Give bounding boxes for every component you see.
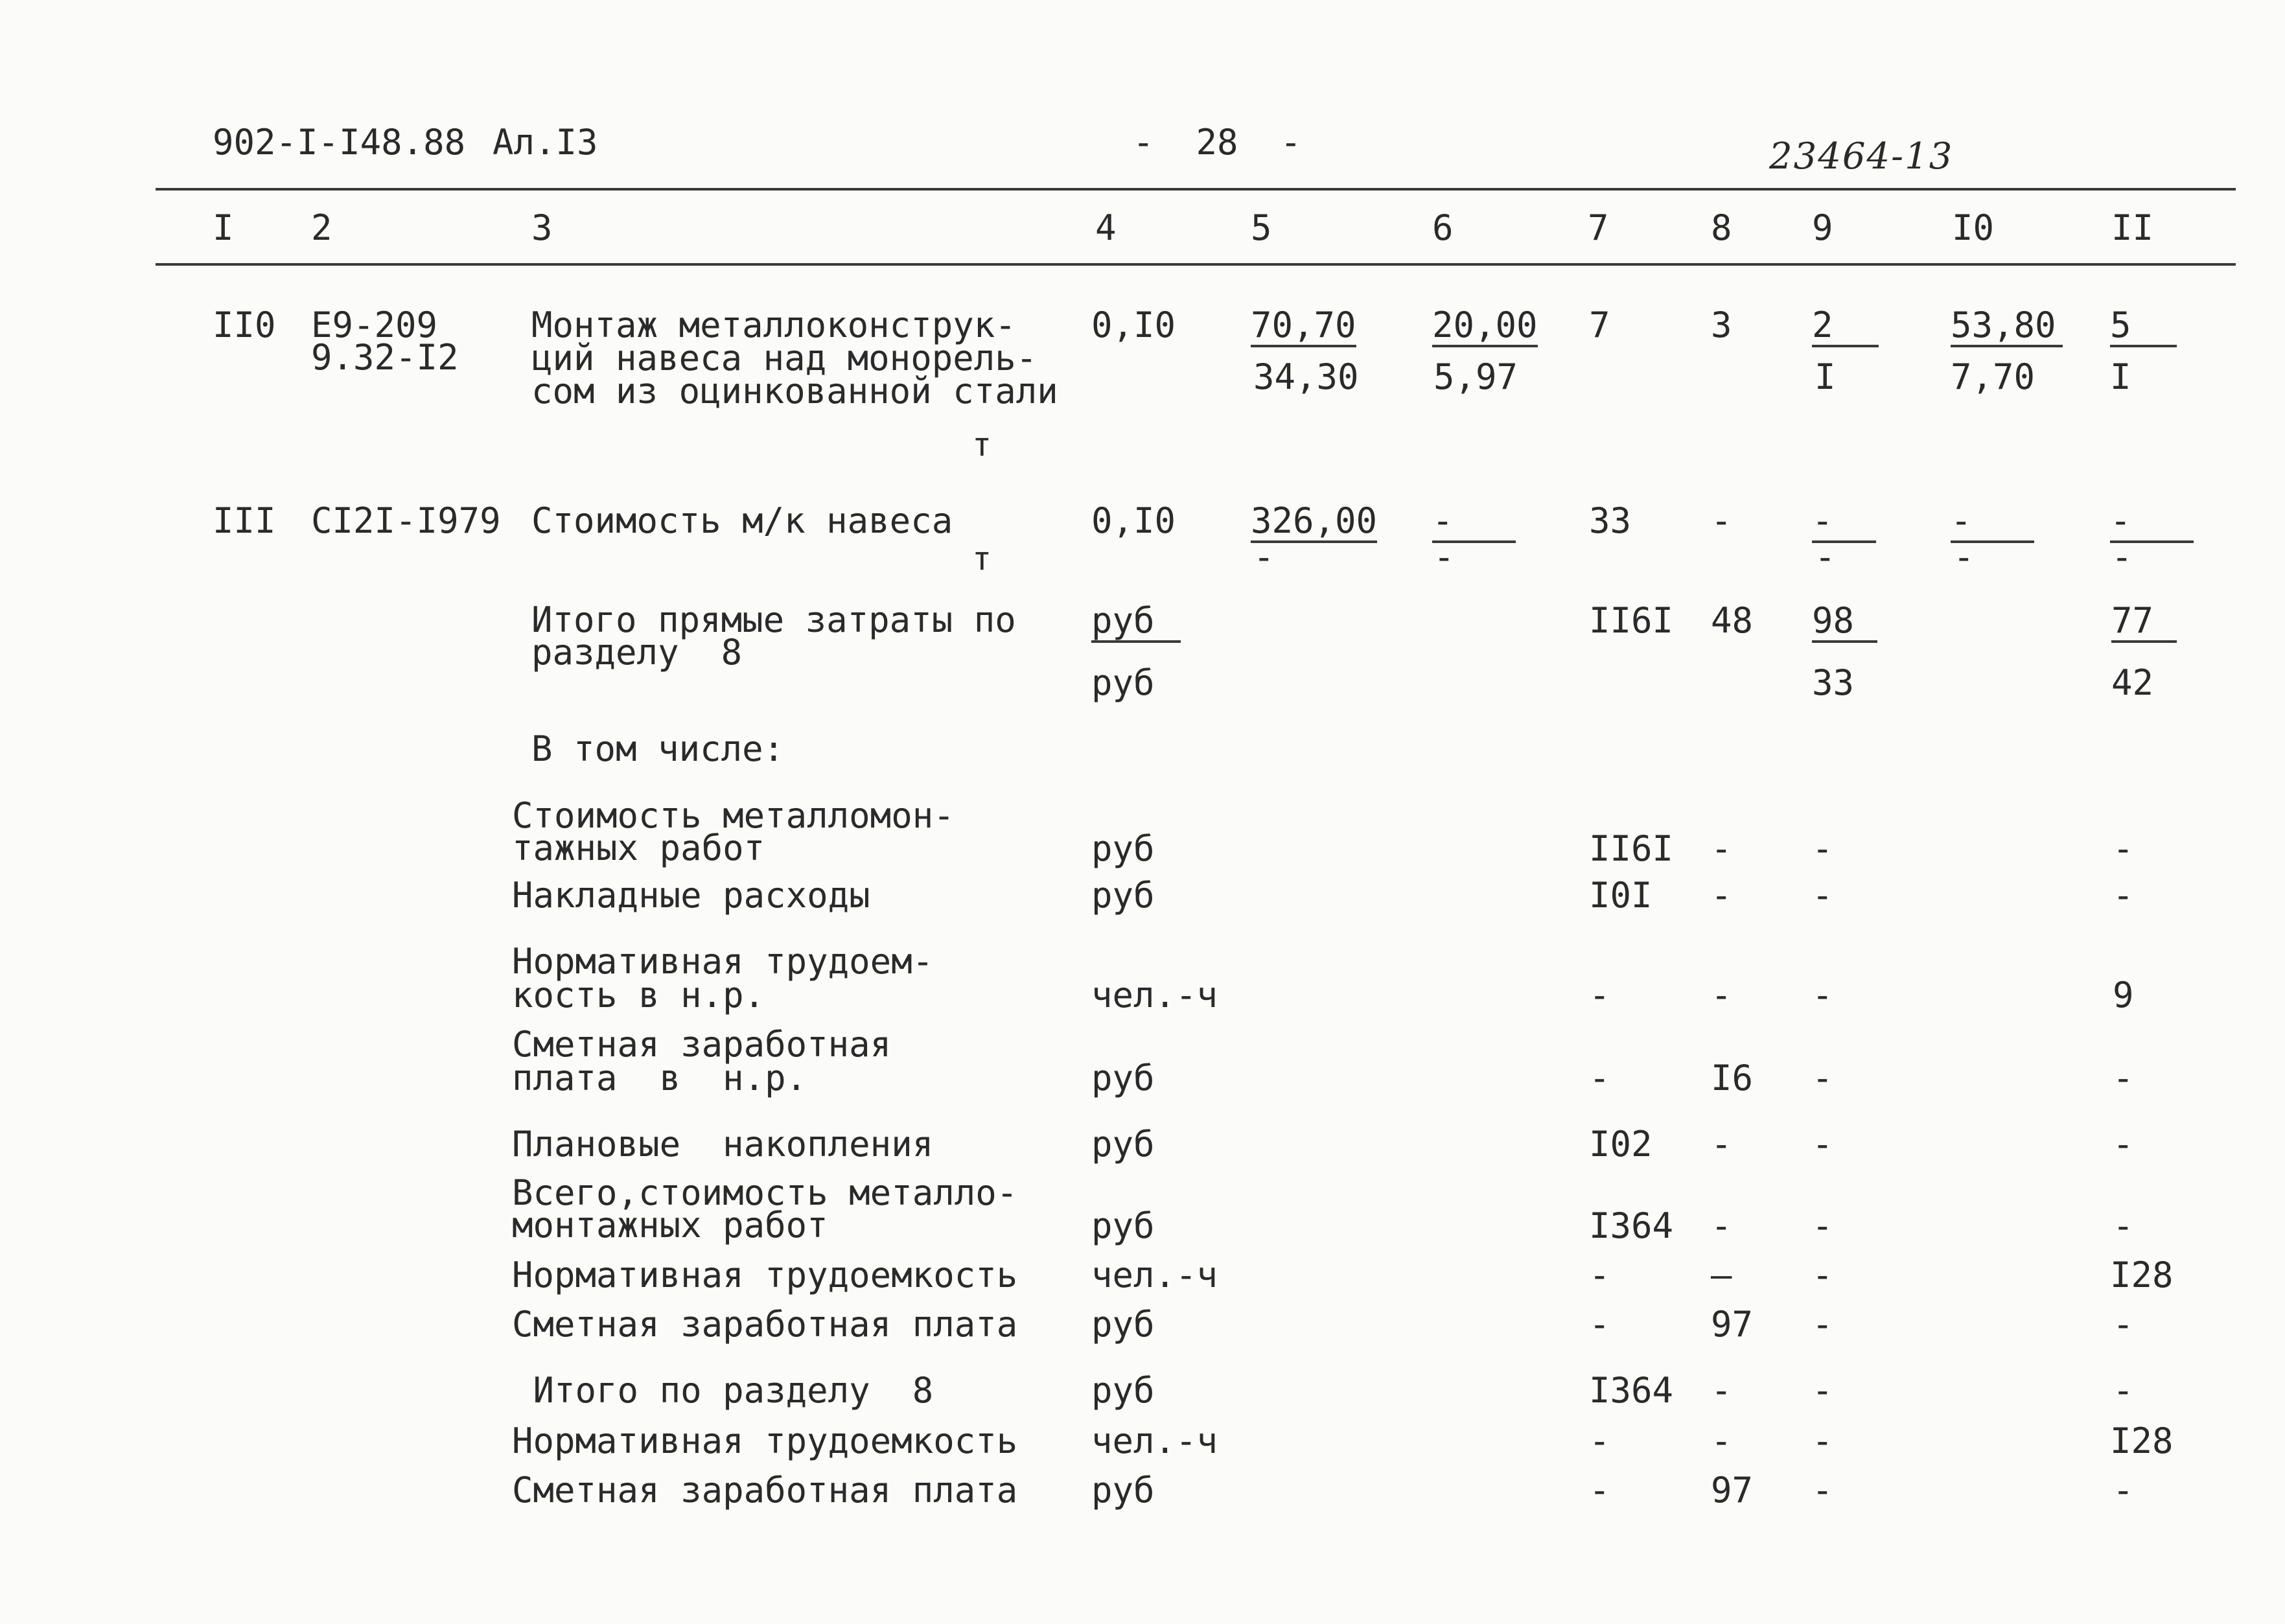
- breakdown-row-description: Сметная заработная плата: [512, 1304, 1018, 1345]
- breakdown-row-c7: -: [1589, 975, 1610, 1015]
- sheet-number: Ал.I3: [493, 122, 598, 163]
- total-direct-unit-top: руб: [1091, 604, 1181, 643]
- row-111-qty: 0,I0: [1091, 500, 1176, 541]
- breakdown-row-c9: -: [1812, 1058, 1833, 1098]
- row-111-c5-bottom: -: [1253, 537, 1275, 577]
- col-header-10: I0: [1952, 207, 1995, 248]
- breakdown-row-c11: 9: [2113, 975, 2134, 1015]
- breakdown-row-c8: -: [1711, 1124, 1732, 1165]
- breakdown-row-c8: -: [1711, 975, 1732, 1015]
- breakdown-row-c7: -: [1589, 1470, 1610, 1511]
- breakdown-row-c7: I364: [1589, 1205, 1674, 1246]
- row-111-c7: 33: [1589, 500, 1632, 541]
- breakdown-row-unit: чел.-ч: [1091, 1421, 1218, 1461]
- breakdown-row-c7: I02: [1589, 1124, 1653, 1165]
- document-code: 902-I-I48.88: [213, 122, 466, 163]
- col-header-6: 6: [1432, 207, 1454, 248]
- breakdown-row-c11: I28: [2110, 1255, 2174, 1295]
- row-110-c6-top: 20,00: [1432, 308, 1538, 347]
- section-total-c8: -: [1711, 1370, 1732, 1411]
- total-direct-unit-bottom: руб: [1091, 662, 1155, 703]
- row-110-c7: 7: [1589, 305, 1610, 345]
- row-111-unit-mark: т: [972, 540, 992, 577]
- breakdown-row-c8: -: [1711, 1205, 1732, 1246]
- col-header-8: 8: [1711, 207, 1732, 248]
- breakdown-row-c11: -: [2113, 1124, 2134, 1165]
- top-rule: [156, 188, 2236, 191]
- page-number: - 28 -: [1133, 122, 1302, 163]
- row-111-c11-top: -: [2110, 504, 2194, 543]
- breakdown-row-description: Накладные расходы: [512, 875, 870, 916]
- row-110-c9-top: 2: [1812, 308, 1879, 347]
- breakdown-row-c9: -: [1812, 1255, 1833, 1295]
- row-111-description: Стоимость м/к навеса: [531, 500, 953, 541]
- row-111-c11-bottom: -: [2111, 537, 2133, 577]
- breakdown-row-unit: руб: [1091, 828, 1155, 869]
- row-111-code: CI2I-I979: [311, 500, 501, 541]
- breakdown-row-c9: -: [1812, 975, 1833, 1015]
- row-110-description: Монтаж металлоконструк- ций навеса над монорель- сом из оцинкованной стали: [531, 305, 1058, 412]
- col-header-5: 5: [1251, 207, 1272, 248]
- total-direct-c9-top: 98: [1812, 604, 1877, 643]
- breakdown-row-c11: -: [2113, 1058, 2134, 1098]
- breakdown-row-c7: -: [1589, 1058, 1610, 1098]
- breakdown-row-unit: руб: [1091, 875, 1155, 916]
- section-total-c7: I364: [1589, 1370, 1674, 1411]
- section-total-c11: -: [2113, 1370, 2134, 1411]
- breakdown-row-c11: -: [2113, 1205, 2134, 1246]
- breakdown-row-c11: I28: [2110, 1421, 2174, 1461]
- breakdown-row-description: Нормативная трудоем- кость в н.р.: [512, 941, 934, 1015]
- col-header-9: 9: [1812, 207, 1833, 248]
- row-110-number: II0: [213, 305, 276, 345]
- col-header-11: II: [2111, 207, 2154, 248]
- breakdown-row-c11: -: [2113, 875, 2134, 916]
- breakdown-row-c7: II6I: [1589, 828, 1674, 869]
- breakdown-row-unit: руб: [1091, 1205, 1155, 1246]
- row-110-c5-top: 70,70: [1251, 308, 1356, 347]
- row-110-c11-top: 5: [2110, 308, 2177, 347]
- breakdown-row-c9: -: [1812, 1124, 1833, 1165]
- col-header-7: 7: [1588, 207, 1609, 248]
- total-direct-c11-bottom: 42: [2111, 662, 2154, 703]
- breakdown-row-unit: чел.-ч: [1091, 975, 1218, 1015]
- col-header-3: 3: [531, 207, 553, 248]
- breakdown-row-c7: I0I: [1589, 875, 1653, 916]
- breakdown-row-c11: -: [2113, 1304, 2134, 1345]
- breakdown-row-c9: -: [1812, 875, 1833, 916]
- header-rule: [156, 263, 2236, 266]
- row-111-c8: -: [1711, 500, 1732, 541]
- breakdown-row-c9: -: [1812, 1470, 1833, 1511]
- total-direct-description: Итого прямые затраты по разделу 8: [531, 599, 1016, 673]
- breakdown-row-description: Сметная заработная плата: [512, 1470, 1018, 1511]
- row-111-c10-bottom: -: [1953, 537, 1975, 577]
- breakdown-row-c7: -: [1589, 1255, 1610, 1295]
- breakdown-row-c8: -: [1711, 875, 1732, 916]
- row-110-c5-bottom: 34,30: [1253, 356, 1359, 397]
- row-110-c11-bottom: I: [2110, 356, 2131, 397]
- total-direct-c9-bottom: 33: [1812, 662, 1855, 703]
- row-110-code-1: E9-209: [311, 305, 438, 345]
- breakdown-row-unit: руб: [1091, 1470, 1155, 1511]
- col-header-1: I: [213, 207, 234, 248]
- row-111-c10-top: -: [1951, 504, 2034, 543]
- breakdown-row-description: Сметная заработная плата в н.р.: [512, 1024, 892, 1098]
- breakdown-row-c9: -: [1812, 1205, 1833, 1246]
- row-111-c6-top: -: [1432, 504, 1516, 543]
- breakdown-row-c8: -: [1711, 828, 1732, 869]
- breakdown-row-c9: -: [1812, 1421, 1833, 1461]
- breakdown-row-unit: чел.-ч: [1091, 1255, 1218, 1295]
- breakdown-row-description: Плановые накопления: [512, 1124, 934, 1165]
- breakdown-row-c7: -: [1589, 1421, 1610, 1461]
- breakdown-row-description: Стоимость металломон- тажных работ: [512, 795, 955, 868]
- breakdown-row-unit: руб: [1091, 1304, 1155, 1345]
- row-110-c10-bottom: 7,70: [1951, 356, 2036, 397]
- row-110-code-2: 9.32-I2: [311, 337, 459, 378]
- breakdown-row-unit: руб: [1091, 1124, 1155, 1165]
- row-110-c8: 3: [1711, 305, 1732, 345]
- breakdown-row-c9: -: [1812, 1304, 1833, 1345]
- breakdown-row-c11: -: [2113, 828, 2134, 869]
- section-total-unit: руб: [1091, 1370, 1155, 1411]
- row-111-c9-bottom: -: [1815, 537, 1836, 577]
- including-label: В том числе:: [531, 728, 785, 769]
- row-110-c10-top: 53,80: [1951, 308, 2063, 347]
- row-111-c6-bottom: -: [1433, 537, 1455, 577]
- section-total-description: Итого по разделу 8: [512, 1370, 934, 1411]
- breakdown-row-c9: -: [1812, 828, 1833, 869]
- total-direct-c11-top: 77: [2111, 604, 2177, 643]
- archive-stamp: 23464-13: [1769, 135, 1954, 178]
- breakdown-row-c8: —: [1711, 1255, 1732, 1295]
- row-111-number: III: [213, 500, 276, 541]
- row-110-unit-mark: т: [972, 426, 992, 463]
- total-direct-c7: II6I: [1589, 600, 1674, 641]
- breakdown-row-description: Всего,стоимость металло- монтажных работ: [512, 1172, 1018, 1246]
- breakdown-row-c8: -: [1711, 1421, 1732, 1461]
- total-direct-c8: 48: [1711, 600, 1754, 641]
- section-total-c9: -: [1812, 1370, 1833, 1411]
- row-111-c9-top: -: [1812, 504, 1876, 543]
- breakdown-row-c7: -: [1589, 1304, 1610, 1345]
- breakdown-row-c8: I6: [1711, 1058, 1754, 1098]
- row-111-c5-top: 326,00: [1251, 504, 1377, 543]
- breakdown-row-unit: руб: [1091, 1058, 1155, 1098]
- col-header-4: 4: [1095, 207, 1117, 248]
- breakdown-row-c8: 97: [1711, 1470, 1754, 1511]
- breakdown-row-description: Нормативная трудоемкость: [512, 1421, 1018, 1461]
- col-header-2: 2: [311, 207, 332, 248]
- row-110-c6-bottom: 5,97: [1433, 356, 1518, 397]
- row-110-c9-bottom: I: [1815, 356, 1836, 397]
- breakdown-row-c8: 97: [1711, 1304, 1754, 1345]
- breakdown-row-c11: -: [2113, 1470, 2134, 1511]
- row-110-qty: 0,I0: [1091, 305, 1176, 345]
- breakdown-row-description: Нормативная трудоемкость: [512, 1255, 1018, 1295]
